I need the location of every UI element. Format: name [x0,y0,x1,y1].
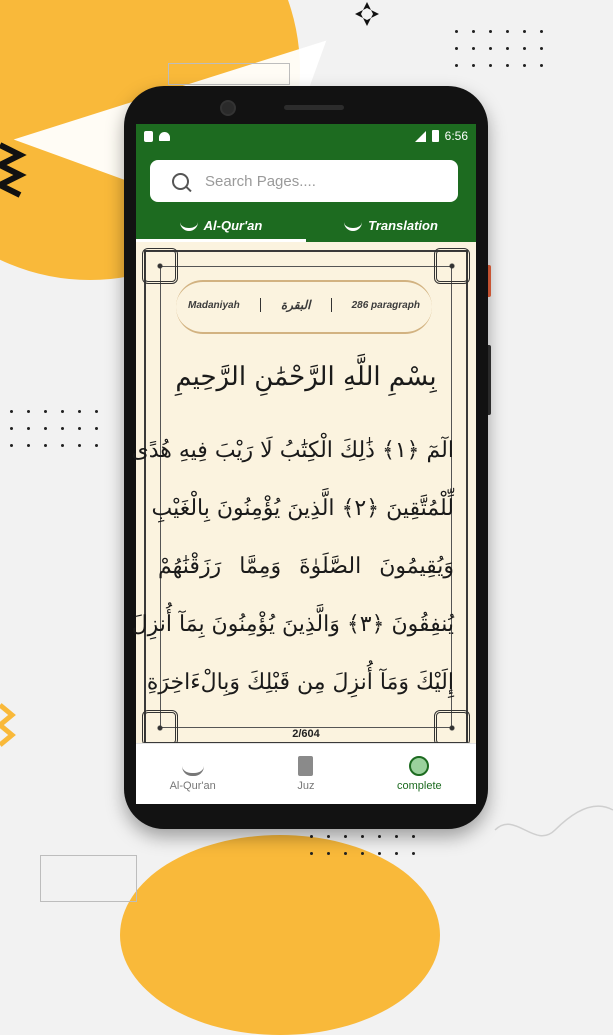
app-header [136,148,476,242]
background-circle-bottom [120,835,440,1035]
signal-icon [415,131,426,142]
tab-translation[interactable] [306,208,476,242]
tab-al-quran[interactable] [136,208,306,242]
paragraph-count: 286 paragraph [351,299,420,311]
nav-label: Al-Qur'an [169,780,216,792]
bismillah: بِسْمِ اللَّهِ الرَّحْمَٰنِ الرَّحِيمِ [175,362,437,392]
corner-ornament-icon [434,248,470,284]
background-outline-box-bottom [40,855,137,902]
divider [331,298,332,312]
nav-label: Juz [297,780,315,792]
verse-text [131,422,454,712]
bottom-navigation [136,743,476,804]
wave-line-decor [495,790,613,850]
notification-icon [144,131,153,142]
background-outline-box [168,63,290,85]
phone-frame [124,86,488,829]
android-icon [159,132,170,141]
verse-line: لِّلْمُتَّقِينَ ﴿٢﴾ الَّذِينَ يُؤْمِنُونَ بِالْغَيْبِ [151,496,454,521]
page-number: 2/604 [292,728,320,740]
nav-label: complete [397,780,442,792]
dot-grid-top-right [455,30,543,67]
verse-line: وَيُقِيمُونَ الصَّلَوٰةَ وَمِمَّا رَزَقْنَٰهُمْ [158,554,454,579]
book-stand-icon [180,219,198,231]
dot-grid-left [10,410,98,447]
nav-al-quran[interactable] [136,744,249,804]
search-input[interactable]: Search Pages.... [205,172,316,190]
verse-line: إِلَيْكَ وَمَآ أُنزِلَ مِن قَبْلِكَ وَبِالْءَاخِرَةِ [146,670,454,695]
divider [260,298,261,312]
quran-page[interactable] [131,242,476,754]
book-stand-icon [344,219,362,231]
camera [220,100,236,116]
search-bar[interactable] [150,160,458,202]
book-icon [298,756,313,776]
nav-juz[interactable] [249,744,362,804]
tab-label: Translation [368,217,438,233]
tab-label: Al-Qur'an [203,217,263,233]
quran-complete-icon [409,756,429,776]
tab-bar [136,208,476,242]
speaker [284,105,344,110]
verse-line: الٓمٓ ﴿١﴾ ذَٰلِكَ الْكِتَٰبُ لَا رَيْبَ فِيهِ هُدًى [131,438,454,463]
battery-icon [432,130,439,142]
zigzag-ornament-bottom-icon [0,700,14,750]
zigzag-ornament-icon [0,140,22,200]
dot-grid-bottom [310,835,415,855]
status-time: 6:56 [444,129,468,143]
status-bar [136,124,476,148]
surah-name: البقرة [280,298,311,312]
surah-header-cartouche [176,280,432,334]
app-screen [131,124,476,804]
book-stand-icon [182,764,204,776]
diamond-ornament-icon [355,2,379,26]
corner-ornament-icon [142,248,178,284]
search-icon [172,173,189,190]
revelation-type: Madaniyah [188,299,240,311]
verse-line: يُنفِقُونَ ﴿٣﴾ وَالَّذِينَ يُؤْمِنُونَ بِمَآ أُنزِلَ [131,612,454,637]
nav-complete[interactable] [363,744,476,804]
